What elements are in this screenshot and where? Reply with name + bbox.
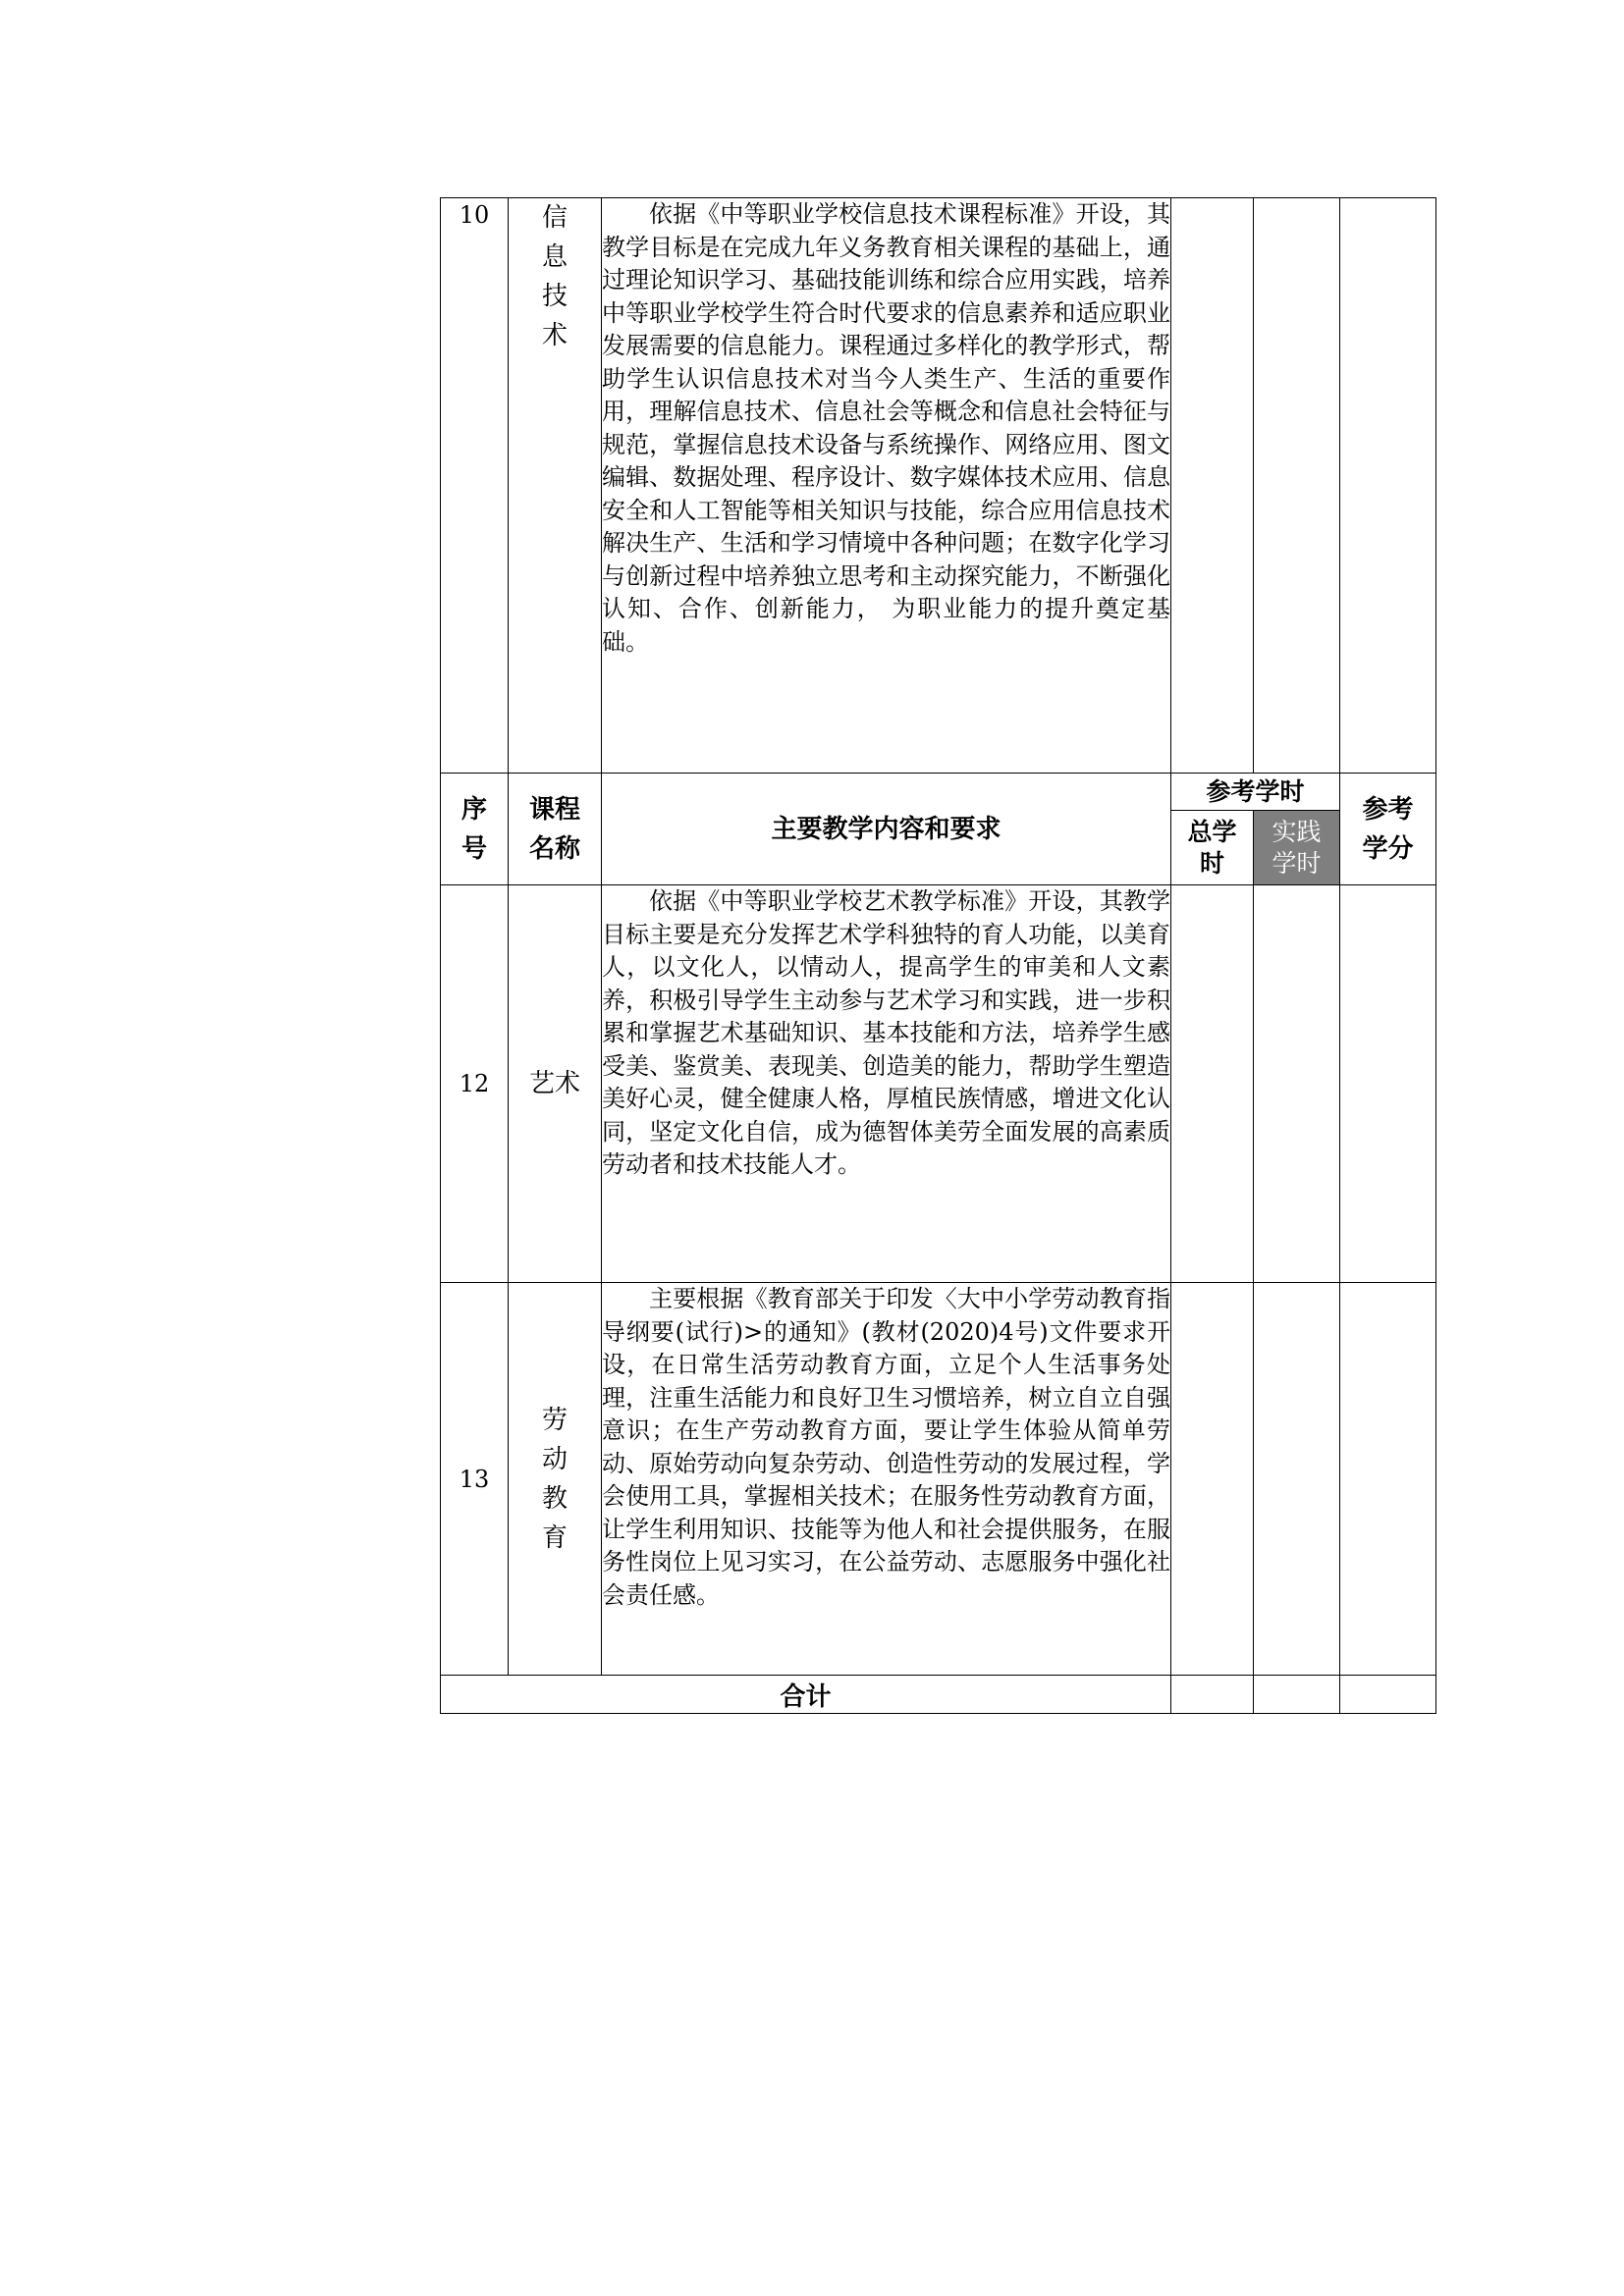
total-hours-cell xyxy=(1171,885,1254,1283)
table-row xyxy=(441,198,1436,774)
course-name-text: 劳动教育 xyxy=(541,1405,568,1553)
total-hours-cell xyxy=(1171,1676,1254,1714)
course-description xyxy=(602,885,1171,1283)
row-number: 10 xyxy=(441,198,509,774)
course-description xyxy=(602,198,1171,774)
header-no xyxy=(441,774,509,885)
row-number: 12 xyxy=(441,885,509,1283)
credit-cell xyxy=(1340,198,1436,774)
course-description-text: 依据《中等职业学校信息技术课程标准》开设，其教学目标是在完成九年义务教育相关课程的基础上，通过理论知识学习、基础技能训练和综合应用实践，培养中等职业学校学生符合时代要求的信息素养和适应职业发展需要的信息能力。课程通过多样化的教学形式，帮助学生认识信息技术对当今人类生产、生活的重要作用，理解信息技术、信息社会等概念和信息社会特征与规范，掌握信息技术设备与系统操作、网络应用、图文编辑、数据处理、程序设计、数字媒体技术应用、信息安全和人工智能等相关知识与技能，综合应用信息技术解决生产、生活和学习情境中各种问题；在数字化学习与创新过程中培养独立思考和主动探究能力，不断强化认知、合作、创新能力， 为职业能力的提升奠定基础。 xyxy=(602,200,1170,656)
header-total-hours xyxy=(1171,811,1254,885)
header-no-text: 序号 xyxy=(460,794,487,864)
header-hours-group: 参考学时 xyxy=(1171,774,1340,811)
practice-hours-cell xyxy=(1254,1676,1340,1714)
practice-hours-cell xyxy=(1254,198,1340,774)
course-description-text: 依据《中等职业学校艺术教学标准》开设，其教学目标主要是充分发挥艺术学科独特的育人功能，以美育人，以文化人，以情动人，提高学生的审美和人文素养，积极引导学生主动参与艺术学习和实践，进一步积累和掌握艺术基础知识、基本技能和方法，培养学生感受美、鉴赏美、表现美、创造美的能力，帮助学生塑造美好心灵，健全健康人格，厚植民族情感，增进文化认同，坚定文化自信，成为德智体美劳全面发展的高素质劳动者和技术技能人才。 xyxy=(602,887,1170,1178)
header-credit xyxy=(1340,774,1436,885)
course-name-text: 信息技术 xyxy=(541,203,568,350)
header-practice-hours-text: 实践学时 xyxy=(1272,817,1322,878)
total-hours-cell xyxy=(1171,198,1254,774)
course-description-text: 主要根据《教育部关于印发〈大中小学劳动教育指导纲要(试行)>的通知》(教材(2020)4号)文件要求开设，在日常生活劳动教育方面，立足个人生活事务处理，注重生活能力和良好卫生习惯培养，树立自立自强意识；在生产劳动教育方面，要让学生体验从简单劳动、原始劳动向复杂劳动、创造性劳动的发展过程，学会使用工具，掌握相关技术；在服务性劳动教育方面，让学生利用知识、技能等为他人和社会提供服务，在服务性岗位上见习实习，在公益劳动、志愿服务中强化社会责任感。 xyxy=(602,1285,1170,1609)
credit-cell xyxy=(1340,885,1436,1283)
credit-cell xyxy=(1340,1676,1436,1714)
table-row xyxy=(441,885,1436,1283)
course-name: 艺术 xyxy=(509,885,602,1283)
total-hours-cell xyxy=(1171,1283,1254,1676)
practice-hours-cell xyxy=(1254,885,1340,1283)
header-total-hours-text: 总学时 xyxy=(1187,817,1237,878)
course-name xyxy=(509,1283,602,1676)
header-content: 主要教学内容和要求 xyxy=(602,774,1171,885)
header-credit-text: 参考学分 xyxy=(1362,794,1414,864)
table-header-row xyxy=(441,774,1436,811)
table-row xyxy=(441,1283,1436,1676)
header-name xyxy=(509,774,602,885)
table-total-row xyxy=(441,1676,1436,1714)
row-number: 13 xyxy=(441,1283,509,1676)
header-name-text: 课程名称 xyxy=(528,794,580,864)
course-description xyxy=(602,1283,1171,1676)
credit-cell xyxy=(1340,1283,1436,1676)
practice-hours-cell xyxy=(1254,1283,1340,1676)
course-table xyxy=(440,197,1436,1714)
header-practice-hours xyxy=(1254,811,1340,885)
course-name xyxy=(509,198,602,774)
total-label: 合计 xyxy=(441,1676,1171,1714)
